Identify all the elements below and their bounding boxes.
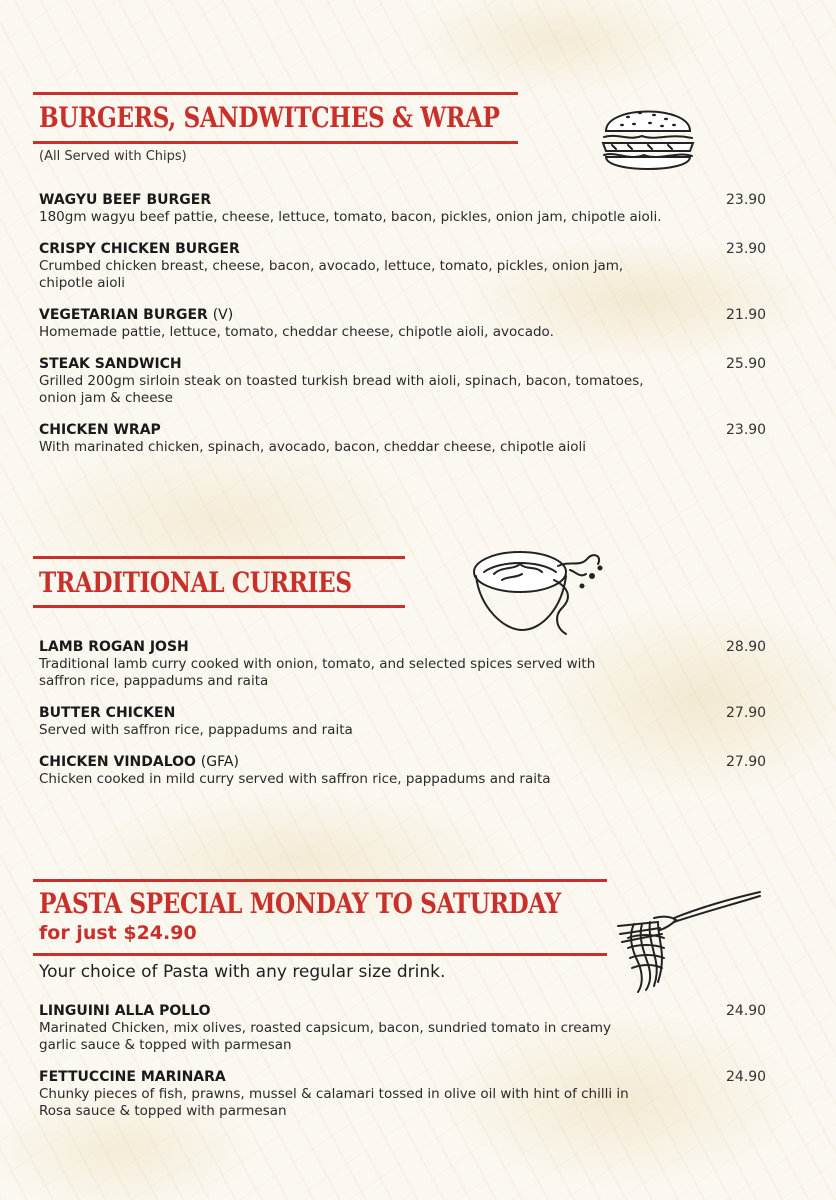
item-tag: (V) <box>212 307 234 323</box>
item-description: Homemade pattie, lettuce, tomato, cheddar cheese, chipotle aioli, avocado. <box>39 324 554 340</box>
item-name: LAMB ROGAN JOSH <box>39 639 189 655</box>
item-price: 23.90 <box>726 192 767 208</box>
item-price: 23.90 <box>726 241 767 257</box>
item-description: Chicken cooked in mild curry served with saffron rice, pappadums and raita <box>39 771 551 787</box>
item-price: 24.90 <box>726 1003 767 1019</box>
section-subtitle: Your choice of Pasta with any regular size drink. <box>39 962 446 982</box>
offer-price: for just $24.90 <box>39 922 197 944</box>
heading-rule-top <box>33 92 518 95</box>
section-note: (All Served with Chips) <box>39 149 187 164</box>
item-name: LINGUINI ALLA POLLO <box>39 1003 211 1019</box>
item-price: 21.90 <box>726 307 767 323</box>
item-description: Crumbed chicken breast, cheese, bacon, avocado, lettuce, tomato, pickles, onion jam, chipotle aioli <box>39 258 624 291</box>
item-name: CHICKEN VINDALOO <box>39 754 196 770</box>
item-name: WAGYU BEEF BURGER <box>39 192 212 208</box>
item-price: 23.90 <box>726 422 767 438</box>
menu-item <box>39 638 779 690</box>
menu-item <box>39 1002 779 1054</box>
item-price: 24.90 <box>726 1069 767 1085</box>
section-title: TRADITIONAL CURRIES <box>39 566 352 599</box>
menu-item <box>39 753 779 788</box>
heading-rule-bottom <box>33 141 518 144</box>
heading-rule-top <box>33 879 607 882</box>
item-description: Grilled 200gm sirloin steak on toasted turkish bread with aioli, spinach, bacon, tomatoes, onion jam & cheese <box>39 373 644 406</box>
item-price: 27.90 <box>726 705 767 721</box>
menu-item <box>39 1068 779 1120</box>
menu-item <box>39 240 779 292</box>
item-price: 28.90 <box>726 639 767 655</box>
menu-item <box>39 191 779 226</box>
pasta-fork-icon <box>614 888 764 998</box>
item-name: CHICKEN WRAP <box>39 422 161 438</box>
menu-item <box>39 421 779 456</box>
item-description: Marinated Chicken, mix olives, roasted capsicum, bacon, sundried tomato in creamy garlic sauce & topped with parmesan <box>39 1020 611 1053</box>
section-title: BURGERS, SANDWITCHES & WRAP <box>39 101 500 134</box>
item-price: 25.90 <box>726 356 767 372</box>
item-name: FETTUCCINE MARINARA <box>39 1069 226 1085</box>
curry-bowl-icon <box>470 546 610 646</box>
menu-item <box>39 704 779 739</box>
item-description: With marinated chicken, spinach, avocado, bacon, cheddar cheese, chipotle aioli <box>39 439 586 455</box>
item-name: CRISPY CHICKEN BURGER <box>39 241 240 257</box>
item-name: VEGETARIAN BURGER <box>39 307 208 323</box>
item-description: Traditional lamb curry cooked with onion, tomato, and selected spices served with saffron rice, pappadums and raita <box>39 656 596 689</box>
burger-icon <box>598 93 698 185</box>
menu-item <box>39 306 779 341</box>
heading-rule-top <box>33 556 405 559</box>
menu-item <box>39 355 779 407</box>
item-tag: (GFA) <box>200 754 239 770</box>
item-name: STEAK SANDWICH <box>39 356 182 372</box>
heading-rule-bottom <box>33 605 405 608</box>
item-price: 27.90 <box>726 754 767 770</box>
item-description: 180gm wagyu beef pattie, cheese, lettuce, tomato, bacon, pickles, onion jam, chipotle aioli. <box>39 209 662 225</box>
item-name: BUTTER CHICKEN <box>39 705 176 721</box>
item-description: Served with saffron rice, pappadums and raita <box>39 722 353 738</box>
heading-rule-bottom <box>33 953 607 956</box>
section-title: PASTA SPECIAL MONDAY TO SATURDAY <box>39 887 561 920</box>
item-description: Chunky pieces of fish, prawns, mussel & calamari tossed in olive oil with hint of chilli in Rosa sauce & topped with parmesan <box>39 1086 629 1119</box>
